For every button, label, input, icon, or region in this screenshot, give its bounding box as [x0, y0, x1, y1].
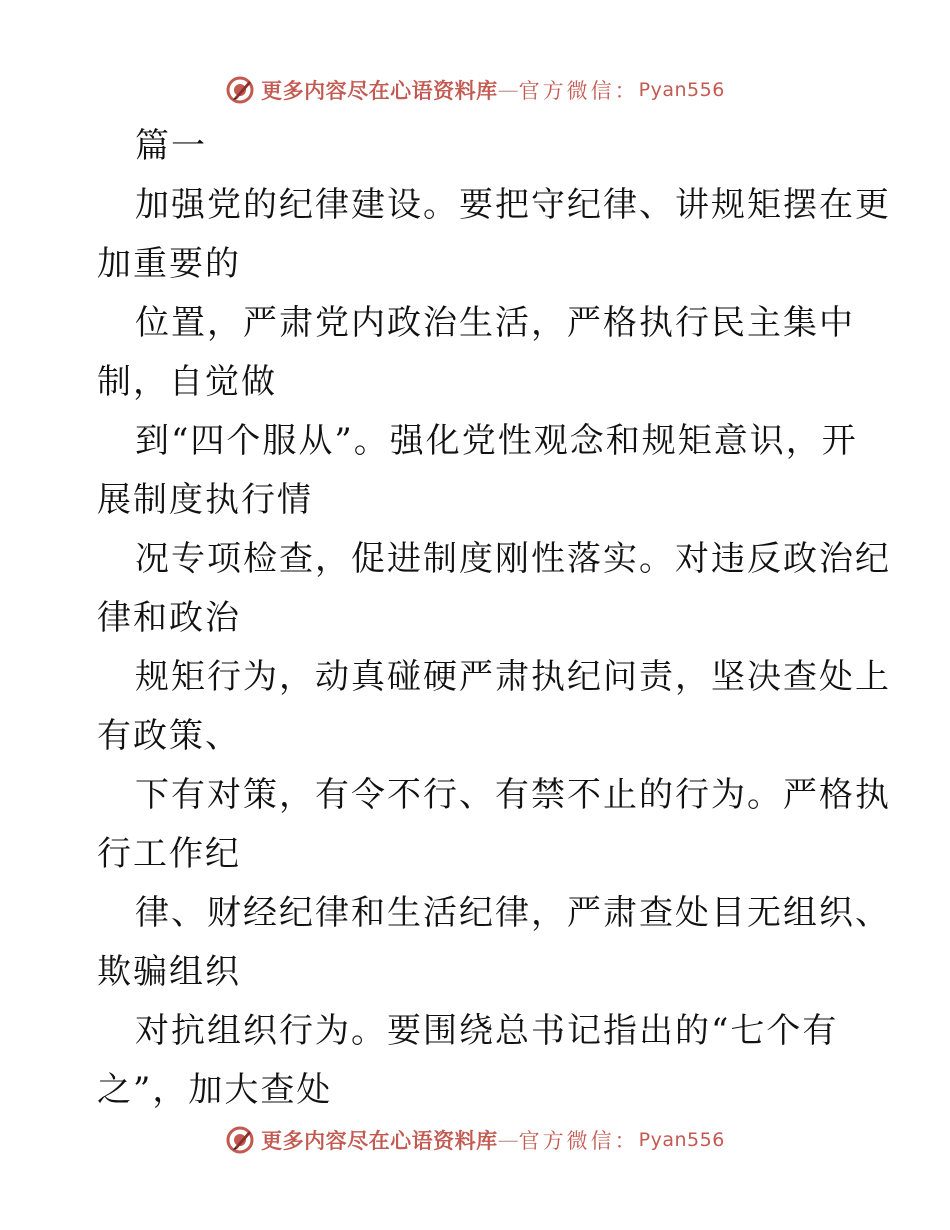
text-line: 制，自觉做	[97, 362, 277, 402]
text-line: 加强党的纪律建设。要把守纪律、讲规矩摆在更	[135, 185, 891, 225]
text-line: 对抗组织行为。要围绕总书记指出的“七个有	[135, 1011, 839, 1051]
wechat-id: Pyan556	[638, 1129, 725, 1151]
wechat-id: Pyan556	[638, 79, 725, 101]
pen-logo-icon	[225, 1125, 255, 1155]
pen-logo-icon	[225, 75, 255, 105]
text-line: 欺骗组织	[97, 952, 241, 992]
separator-dash: —	[497, 1128, 519, 1152]
text-line: 律、财经纪律和生活纪律，严肃查处目无组织、	[135, 893, 891, 933]
wechat-label: 官方微信：	[518, 1129, 639, 1153]
site-name: 更多内容尽在心语资料库	[261, 78, 498, 103]
header-banner	[0, 70, 950, 110]
text-line: 到“四个服从”。强化党性观念和规矩意识，开	[135, 421, 858, 461]
text-line: 加重要的	[97, 244, 241, 284]
footer-banner	[0, 1120, 950, 1160]
text-line: 律和政治	[97, 598, 241, 638]
separator-dash: —	[497, 78, 519, 102]
text-line: 行工作纪	[97, 834, 241, 874]
text-line: 下有对策，有令不行、有禁不止的行为。严格执	[135, 775, 891, 815]
wechat-label: 官方微信：	[518, 79, 639, 103]
text-line: 规矩行为，动真碰硬严肃执纪问责，坚决查处上	[135, 657, 891, 697]
text-line: 之”，加大查处	[97, 1070, 333, 1110]
document-body	[97, 117, 891, 1120]
text-line: 展制度执行情	[97, 480, 313, 520]
site-name: 更多内容尽在心语资料库	[261, 1128, 498, 1153]
text-line: 况专项检查，促进制度刚性落实。对违反政治纪	[135, 539, 891, 579]
text-line: 篇一	[135, 126, 207, 166]
text-line: 有政策、	[97, 716, 241, 756]
text-line: 位置，严肃党内政治生活，严格执行民主集中	[135, 303, 855, 343]
